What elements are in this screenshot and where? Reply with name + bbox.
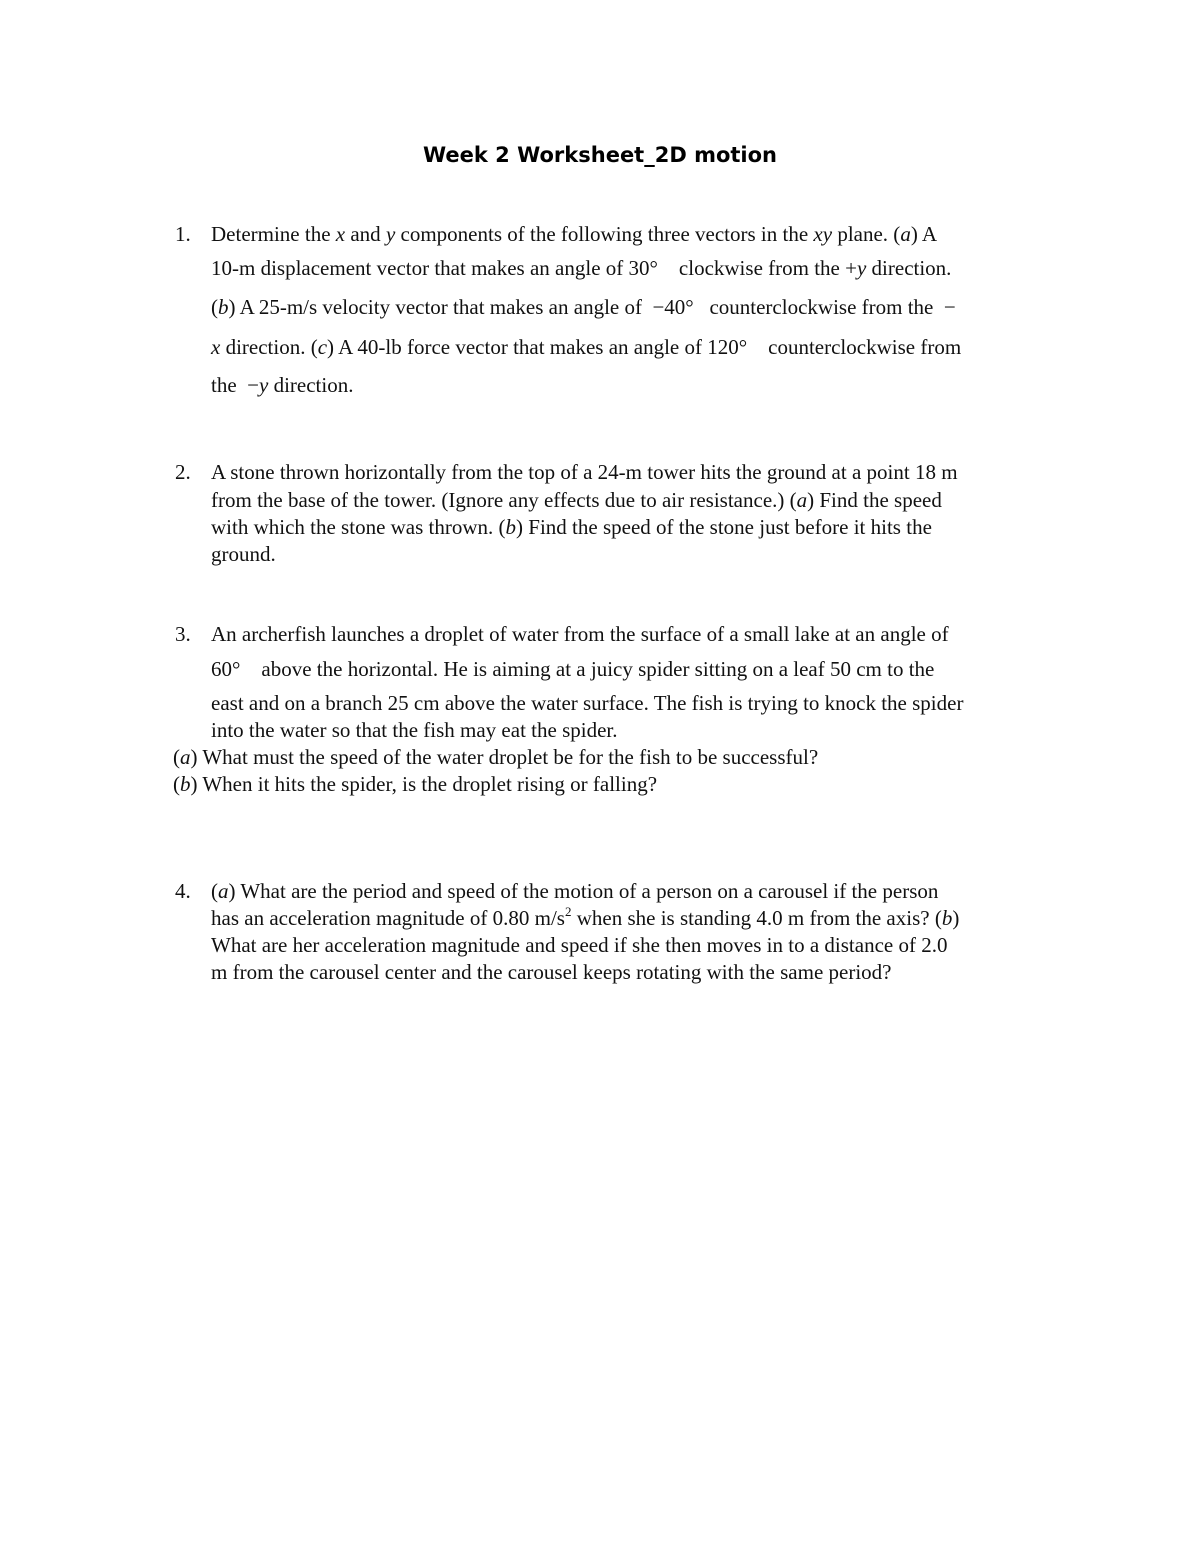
question-line: the −y direction. — [211, 373, 354, 397]
question-line: into the water so that the fish may eat the spider. — [211, 718, 618, 742]
question-part: (b) When it hits the spider, is the droplet rising or falling? — [173, 772, 658, 796]
question-line: What are her acceleration magnitude and speed if she then moves in to a distance of 2.0 — [211, 933, 948, 957]
question-line: (b) A 25-m/s velocity vector that makes an angle of −40° counterclockwise from the − — [211, 295, 956, 319]
question-line: A stone thrown horizontally from the top of a 24-m tower hits the ground at a point 18 m — [211, 460, 958, 484]
question-line: m from the carousel center and the carousel keeps rotating with the same period? — [211, 960, 892, 984]
worksheet-title: Week 2 Worksheet_2D motion — [422, 143, 778, 167]
question-line: x direction. (c) A 40-lb force vector that makes an angle of 120° counterclockwise from — [211, 335, 962, 359]
question-line: from the base of the tower. (Ignore any effects due to air resistance.) (a) Find the speed — [211, 488, 942, 512]
question-line: ground. — [211, 542, 276, 566]
question-number: 2. — [175, 460, 191, 484]
question-line: 60° above the horizontal. He is aiming at a juicy spider sitting on a leaf 50 cm to the — [211, 657, 935, 681]
question-part: (a) What must the speed of the water droplet be for the fish to be successful? — [173, 745, 819, 769]
question-line: has an acceleration magnitude of 0.80 $m/s^2$ when she is standing 4.0 m from the axis? (b) — [211, 904, 960, 930]
question-line: Determine the x and y components of the following three vectors in the xy plane. (a) A — [211, 222, 938, 246]
question-number: 4. — [175, 879, 191, 903]
question-line: An archerfish launches a droplet of water from the surface of a small lake at an angle of — [211, 622, 949, 646]
question-line: with which the stone was thrown. (b) Find the speed of the stone just before it hits the — [211, 515, 932, 539]
question-number: 1. — [175, 222, 191, 246]
question-line: east and on a branch 25 cm above the water surface. The fish is trying to knock the spider — [211, 691, 964, 715]
question-line: 10-m displacement vector that makes an angle of 30° clockwise from the +y direction. — [211, 256, 952, 280]
question-number: 3. — [175, 622, 191, 646]
question-line: (a) What are the period and speed of the motion of a person on a carousel if the person — [211, 879, 939, 903]
